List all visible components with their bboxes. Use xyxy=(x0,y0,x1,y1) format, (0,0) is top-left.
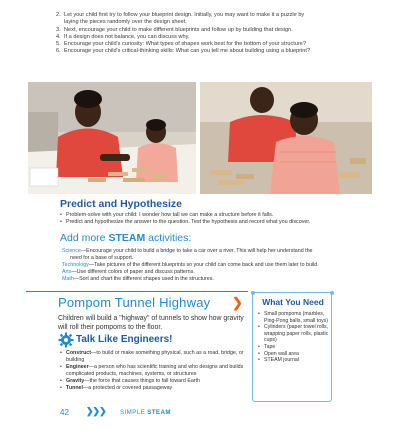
steam-category: Science xyxy=(62,248,81,254)
predict-item-text: Predict and hypothesize the answer to the question. Test the hypothesis and record what you discover. xyxy=(66,219,311,225)
bullet: • xyxy=(60,212,62,218)
footer-brand-bold: STEAM xyxy=(147,409,171,416)
vocab-definition: —a person who has scientific training and who designs and builds complicated products, machines, systems, or structures xyxy=(66,364,244,377)
step-number: 6. xyxy=(56,48,61,55)
predict-heading: Predict and Hypothesize xyxy=(60,198,182,210)
list-item xyxy=(56,12,376,19)
list-item xyxy=(258,324,330,344)
step-number: 4. xyxy=(56,33,61,40)
steam-category: Technology xyxy=(62,262,89,269)
section-divider xyxy=(26,291,248,292)
chevron-right-icon: ❯ xyxy=(232,295,243,310)
material-text: Open wall area xyxy=(264,350,299,357)
step-text: laying the pieces randomly over the design sheet. xyxy=(64,19,187,26)
list-item xyxy=(62,269,362,276)
list-item xyxy=(62,262,362,269)
predict-item-text: Problem-solve with your child: I wonder how tall we can make a structure before it falls. xyxy=(66,212,274,218)
vocab-definition: —to build or make something physical, such as a road, bridge, or building xyxy=(66,350,244,363)
bullet: • xyxy=(258,350,260,357)
list-item xyxy=(60,219,370,226)
material-text: Cylinders (paper towel rolls, wrapping paper rolls, plastic cups) xyxy=(264,324,329,344)
list-item xyxy=(258,351,330,358)
footer-brand-prefix: SIMPLE xyxy=(120,409,148,416)
vocab-term: Engineer xyxy=(66,364,89,370)
photo-mother-child-blocks xyxy=(28,82,196,194)
materials-box xyxy=(252,292,332,402)
vocab-definition: —a protected or covered passageway xyxy=(82,385,173,391)
list-item xyxy=(56,19,376,26)
list-item xyxy=(60,364,250,378)
page-number: 42 xyxy=(60,408,69,417)
bullet: • xyxy=(60,364,62,370)
steam-item-text: —Sort and chart the different shapes used in the structures. xyxy=(73,276,214,283)
material-text: Tape xyxy=(264,343,276,350)
list-item xyxy=(60,350,250,364)
vocabulary-list xyxy=(60,350,250,392)
bullet: • xyxy=(60,219,62,225)
step-text: Encourage your child's critical-thinking skills: What can you tell me about building using a blueprint? xyxy=(64,48,311,55)
corner-dot xyxy=(251,291,255,295)
list-item xyxy=(258,344,330,351)
step-text: Next, encourage your child to make different blueprints and follow up by building that design. xyxy=(64,26,293,33)
bullet: • xyxy=(258,311,260,317)
steam-heading xyxy=(60,232,191,244)
gear-icon xyxy=(58,332,74,348)
list-item xyxy=(62,248,362,262)
bullet: • xyxy=(258,357,260,364)
steam-heading-suffix: activities: xyxy=(145,232,192,244)
triple-chevron-icon: ❯❯❯ xyxy=(86,406,106,416)
vocab-definition: —the force that causes things to fall toward Earth xyxy=(84,378,200,384)
steam-item-text: —Encourage your child to build a bridge to take a car over a river. This will help her understand the xyxy=(80,248,313,254)
vocab-term: Tunnel xyxy=(66,385,83,391)
steam-category: Arts xyxy=(62,269,72,276)
materials-list xyxy=(258,311,330,364)
list-item xyxy=(56,41,376,48)
bullet: • xyxy=(60,378,62,384)
steam-category: Math xyxy=(62,276,74,283)
list-item xyxy=(258,311,330,324)
steps-list xyxy=(56,12,376,56)
step-text: If a design does not balance, you can discuss why. xyxy=(64,33,190,40)
activity-title: Pompom Tunnel Highway xyxy=(58,295,211,310)
step-text: Let your child first try to follow your blueprint design. Initially, you may want to make it a puzzle by xyxy=(64,12,305,18)
vocab-term: Construct xyxy=(66,350,92,356)
list-item xyxy=(60,378,250,385)
bullet: • xyxy=(60,350,62,356)
list-item xyxy=(258,357,330,364)
step-number xyxy=(56,19,64,26)
step-number: 2. xyxy=(56,12,61,18)
steam-heading-prefix: Add more xyxy=(60,232,109,244)
photo-boy-building xyxy=(200,82,372,194)
corner-dot xyxy=(330,291,334,295)
steam-heading-brand: STEAM xyxy=(108,232,146,244)
steam-item-text: —Take pictures of the different blueprints so your child can come back and use them later to build. xyxy=(88,262,319,269)
activity-description: Children will build a "highway" of tunnels to show how gravity will roll their pompoms to the floor. xyxy=(58,315,244,331)
footer-brand xyxy=(120,409,171,416)
step-number: 5. xyxy=(56,41,61,48)
step-number: 3. xyxy=(56,26,61,33)
list-item xyxy=(60,212,370,219)
materials-heading: What You Need xyxy=(262,297,324,307)
vocab-term: Gravity xyxy=(66,378,85,384)
list-item xyxy=(56,48,376,55)
list-item xyxy=(62,276,362,283)
list-item xyxy=(56,34,376,41)
predict-list xyxy=(60,212,370,226)
material-text: Small pompoms (marbles, Ping-Pong balls, small toys) xyxy=(264,311,329,324)
steam-activities-list xyxy=(62,248,362,283)
material-text: STEAM journal xyxy=(264,357,299,364)
list-item xyxy=(60,385,250,392)
list-item xyxy=(56,27,376,34)
bullet: • xyxy=(60,385,62,391)
bullet: • xyxy=(258,324,260,331)
steam-item-text: —Use different colors of paper and discuss patterns. xyxy=(71,269,195,276)
step-text: Encourage your child's curiosity: What types of shapes work best for the bottom of your structure? xyxy=(64,41,307,48)
steam-item-continuation: need for a base of support. xyxy=(70,255,134,262)
bullet: • xyxy=(258,343,260,350)
talk-heading: Talk Like Engineers! xyxy=(76,334,173,345)
